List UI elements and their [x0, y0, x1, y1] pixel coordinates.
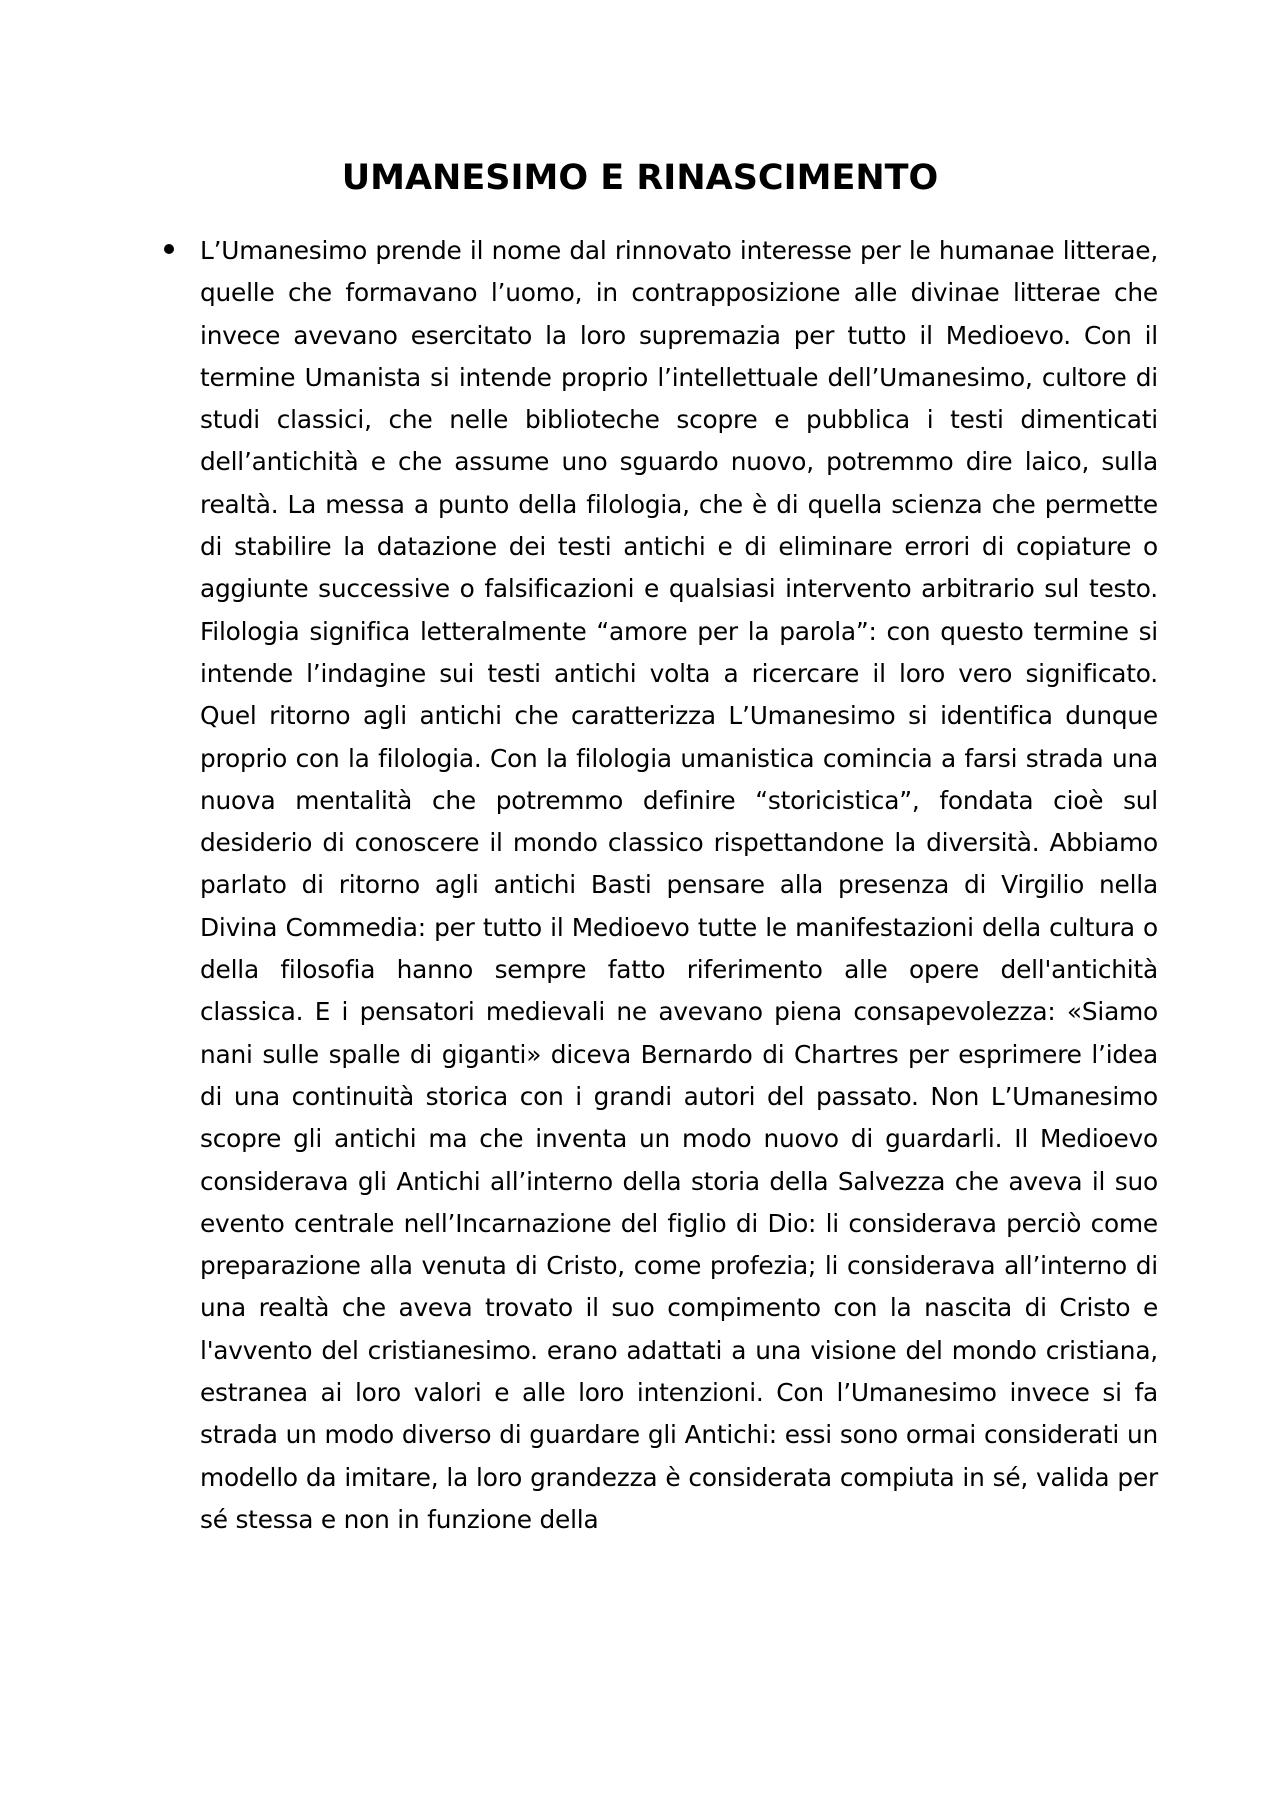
list-item: [158, 230, 1158, 1541]
paragraph-text: L’Umanesimo prende il nome dal rinnovato interesse per le humanae litterae, quelle che formavano l’uomo, in contrapposizione alle divinae litterae che invece avevano esercitato la loro supremazia per tutto il Medioevo. Con il termine Umanista si intende proprio l’intellettuale dell’Umanesimo, cultore di studi classici, che nelle biblioteche scopre e pubblica i testi dimenticati dell’antichità e che assume uno sguardo nuovo, potremmo dire laico, sulla realtà. La messa a punto della filologia, che è di quella scienza che permette di stabilire la datazione dei testi antichi e di eliminare errori di copiature o aggiunte successive o falsificazioni e qualsiasi intervento arbitrario sul testo. Filologia significa letteralmente “amore per la parola”: con questo termine si intende l’indagine sui testi antichi volta a ricercare il loro vero significato. Quel ritorno agli antichi che caratterizza L’Umanesimo si identifica dunque proprio con la filologia. Con la filologia umanistica comincia a farsi strada una nuova mentalità che potremmo definire “storicistica”, fondata cioè sul desiderio di conoscere il mondo classico rispettandone la diversità. Abbiamo parlato di ritorno agli antichi Basti pensare alla presenza di Virgilio nella Divina Commedia: per tutto il Medioevo tutte le manifestazioni della cultura o della filosofia hanno sempre fatto riferimento alle opere dell'antichità classica. E i pensatori medievali ne avevano piena consapevolezza: «Siamo nani sulle spalle di giganti» diceva Bernardo di Chartres per esprimere l’idea di una continuità storica con i grandi autori del passato. Non L’Umanesimo scopre gli antichi ma che inventa un modo nuovo di guardarli. Il Medioevo considerava gli Antichi all’interno della storia della Salvezza che aveva il suo evento centrale nell’Incarnazione del figlio di Dio: li considerava perciò come preparazione alla venuta di Cristo, come profezia; li considerava all’interno di una realtà che aveva trovato il suo compimento con la nascita di Cristo e l'avvento del cristianesimo. erano adattati a una visione del mondo cristiana, estranea ai loro valori e alle loro intenzioni. Con l’Umanesimo invece si fa strada un modo diverso di guardare gli Antichi: essi sono ormai considerati un modello da imitare, la loro grandezza è considerata compiuta in sé, valida per sé stessa e non in funzione della: [200, 236, 1158, 1534]
document-title: UMANESIMO E RINASCIMENTO: [341, 158, 939, 198]
bullet-list: [158, 230, 1158, 1541]
bullet-icon: [164, 244, 174, 254]
